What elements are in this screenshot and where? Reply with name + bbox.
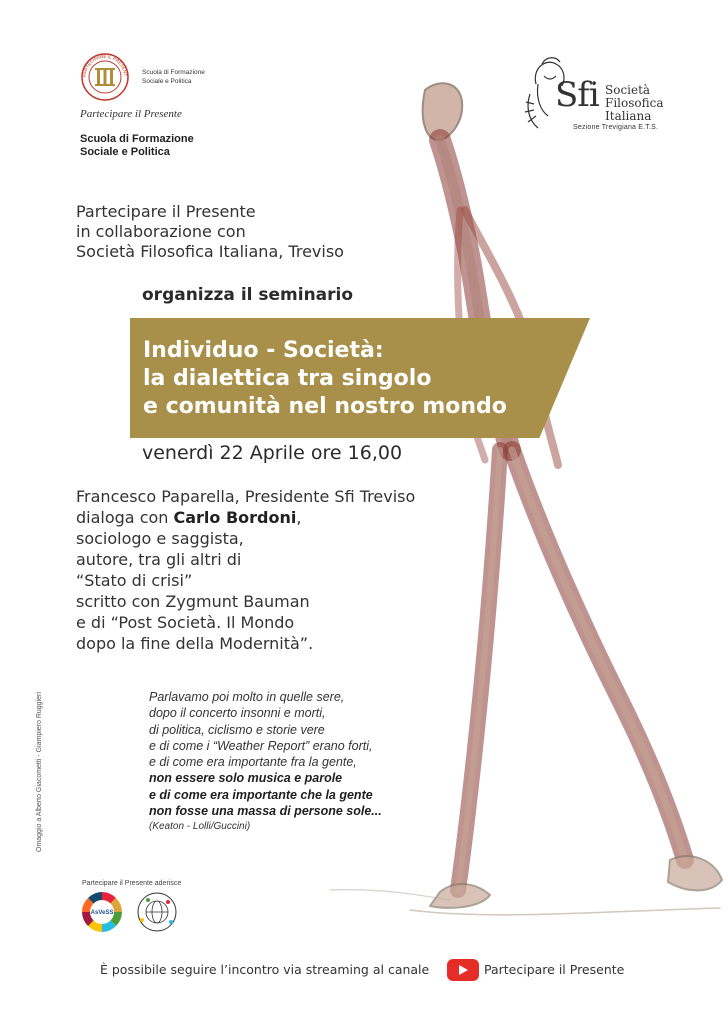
- quote-line3: di politica, ciclismo e storie vere: [149, 722, 325, 737]
- youtube-channel-link[interactable]: Partecipare il Presente: [484, 962, 625, 977]
- quote-credit: (Keaton - Lolli/Guccini): [149, 821, 251, 833]
- description-line1: Francesco Paparella, Presidente Sfi Treviso: [76, 487, 416, 506]
- sfi-full-name: [605, 84, 664, 123]
- logo-caption: [142, 68, 205, 86]
- description-line8: dopo la fine della Modernità”.: [76, 634, 314, 653]
- sfi-name-line3: Italiana: [605, 109, 652, 123]
- asvess-label: AsVeSS: [90, 910, 114, 916]
- youtube-icon[interactable]: [446, 958, 480, 982]
- logo-ring-text: PARTECIPARE IL PRESENT: [81, 53, 129, 78]
- seminar-title: [143, 337, 507, 421]
- streaming-info: È possibile seguire l’incontro via streaming al canale: [100, 962, 430, 977]
- description-line4: autore, tra gli altri di: [76, 550, 242, 569]
- sfi-name-line2: Filosofica: [605, 96, 664, 110]
- quote-line5: e di come era importante fra la gente,: [149, 755, 357, 770]
- event-date: venerdì 22 Aprile ore 16,00: [142, 442, 403, 464]
- quote-line8: non fosse una massa di persone sole...: [149, 804, 382, 819]
- sfi-section: Sezione Trevigiana E.T.S.: [573, 124, 659, 131]
- quote-line6: non essere solo musica e parole: [149, 771, 343, 786]
- school-name-line1: Scuola di Formazione: [80, 133, 194, 145]
- description-line2-pre: dialoga con: [76, 508, 174, 527]
- school-name: [80, 133, 194, 159]
- quote-line7: e di come era importante che la gente: [149, 787, 373, 802]
- logo-caption-line1: Scuola di Formazione: [142, 69, 205, 76]
- sfi-name-line1: Società: [605, 83, 651, 97]
- description-line2-post: ,: [296, 508, 302, 527]
- sfi-logotype: Sfi: [555, 75, 599, 115]
- description: [76, 486, 415, 654]
- description-line6: scritto con Zygmunt Bauman: [76, 592, 310, 611]
- seminar-title-line1: Individuo - Società:: [143, 338, 384, 363]
- intro-line1: Partecipare il Presente: [76, 202, 256, 221]
- intro-line2: in collaborazione con: [76, 222, 246, 241]
- intro-text: [76, 202, 344, 262]
- adherent-label: Partecipare il Presente aderisce: [82, 880, 182, 887]
- artwork-credit: Omaggio a Alberto Giacometti - Giampiero Ruggieri: [36, 692, 43, 852]
- organizza-heading: organizza il seminario: [142, 285, 354, 305]
- partecipare-il-presente-logo: [80, 52, 130, 102]
- logo-caption-line2: Sociale e Politica: [142, 78, 192, 85]
- quote-line4: e di come i “Weather Report” erano forti,: [149, 738, 373, 753]
- partner-globe-logo: [134, 890, 180, 934]
- school-name-line2: Sociale e Politica: [80, 146, 170, 158]
- description-line7: e di “Post Società. Il Mondo: [76, 613, 295, 632]
- description-line2: [76, 507, 415, 528]
- description-line3: sociologo e saggista,: [76, 529, 244, 548]
- intro-line3: Società Filosofica Italiana, Treviso: [76, 242, 344, 261]
- song-quote: [149, 689, 382, 836]
- seminar-title-line3: e comunità nel nostro mondo: [143, 394, 507, 419]
- speaker-name: Carlo Bordoni: [173, 508, 297, 527]
- asvess-logo: [80, 890, 124, 934]
- seminar-title-line2: la dialettica tra singolo: [143, 366, 432, 391]
- quote-line1: Parlavamo poi molto in quelle sere,: [149, 690, 345, 704]
- quote-line2: dopo il concerto insonni e morti,: [149, 706, 326, 721]
- description-line5: “Stato di crisi”: [76, 571, 193, 590]
- tagline: Partecipare il Presente: [80, 108, 182, 120]
